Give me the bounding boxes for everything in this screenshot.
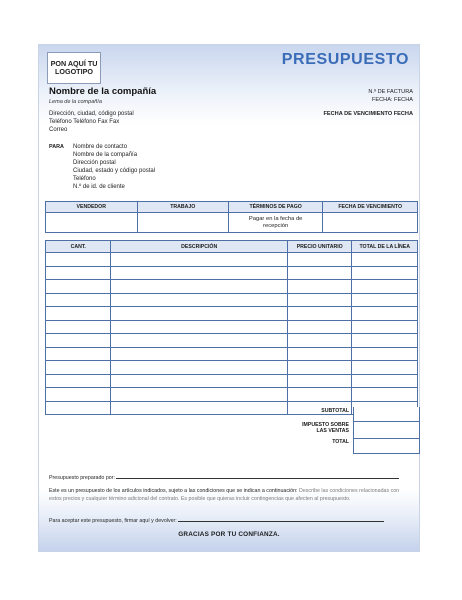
cell-unit-price[interactable]	[287, 266, 352, 280]
accept-line	[49, 517, 411, 524]
accept-signature-field[interactable]	[178, 517, 384, 522]
table-row	[46, 293, 418, 307]
cell-unit-price[interactable]	[287, 334, 352, 348]
to-label: PARA	[49, 144, 64, 150]
cell-description[interactable]	[111, 388, 287, 402]
cell-qty[interactable]	[46, 334, 111, 348]
quote-page	[38, 44, 420, 552]
table-row	[46, 253, 418, 267]
total-label: TOTAL	[332, 439, 349, 445]
tax-label-text: IMPUESTO SOBRE LAS VENTAS	[302, 422, 349, 434]
cell-unit-price[interactable]	[287, 320, 352, 334]
cell-qty[interactable]	[46, 293, 111, 307]
contact-name: Nombre de contacto	[73, 144, 128, 150]
contact-customer-id: N.º de id. de cliente	[73, 184, 125, 190]
contact-city: Ciudad, estado y código postal	[73, 168, 156, 174]
cell-unit-price[interactable]	[287, 347, 352, 361]
cell-vendor[interactable]	[46, 213, 138, 233]
contact-company: Nombre de la compañía	[73, 152, 138, 158]
company-name: Nombre de la compañía	[49, 86, 157, 97]
logo-text-line2: LOGOTIPO	[55, 67, 93, 76]
cell-description[interactable]	[111, 293, 287, 307]
phone-fax-line: Teléfono Teléfono Fax Fax	[49, 119, 120, 125]
table-row	[46, 307, 418, 321]
total-field[interactable]	[353, 438, 420, 454]
address-line: Dirección, ciudad, código postal	[49, 111, 134, 117]
cell-payment-terms[interactable]	[228, 213, 322, 233]
cell-qty[interactable]	[46, 347, 111, 361]
prepared-by-line	[49, 474, 411, 481]
header-line-total: TOTAL DE LA LÍNEA	[352, 241, 418, 253]
due-date: FECHA DE VENCIMIENTO FECHA	[323, 111, 413, 117]
tax-label	[291, 422, 349, 434]
table-row	[46, 347, 418, 361]
header-description: DESCRIPCIÓN	[111, 241, 287, 253]
cell-qty[interactable]	[46, 320, 111, 334]
cell-line-total[interactable]	[352, 388, 418, 402]
logo-text-line1: PON AQUÍ TU	[50, 59, 98, 68]
header-unit-price: PRECIO UNITARIO	[287, 241, 352, 253]
cell-qty[interactable]	[46, 374, 111, 388]
cell-line-total[interactable]	[352, 307, 418, 321]
cell-description[interactable]	[111, 361, 287, 375]
conditions-note-main: Este es un presupuesto de los artículos indicados, sujeto a las condiciones que se indican a continuación:	[49, 488, 298, 494]
cell-description[interactable]	[111, 307, 287, 321]
info-table	[45, 201, 418, 233]
cell-line-total[interactable]	[352, 374, 418, 388]
header-qty: CANT.	[46, 241, 111, 253]
cell-line-total[interactable]	[352, 253, 418, 267]
table-row	[46, 280, 418, 294]
cell-unit-price[interactable]	[287, 374, 352, 388]
cell-unit-price[interactable]	[287, 361, 352, 375]
cell-line-total[interactable]	[352, 334, 418, 348]
header-job: TRABAJO	[137, 202, 228, 213]
cell-qty[interactable]	[46, 388, 111, 402]
cell-unit-price[interactable]	[287, 293, 352, 307]
cell-qty[interactable]	[46, 307, 111, 321]
cell-unit-price[interactable]	[287, 388, 352, 402]
prepared-by-signature-field[interactable]	[116, 474, 399, 479]
prepared-by-label: Presupuesto preparado por:	[49, 475, 115, 481]
header-vendor: VENDEDOR	[46, 202, 138, 213]
cell-qty[interactable]	[46, 401, 111, 415]
cell-description[interactable]	[111, 280, 287, 294]
items-table	[45, 240, 418, 415]
invoice-number: N.º DE FACTURA	[368, 89, 413, 95]
cell-qty[interactable]	[46, 253, 111, 267]
thanks-message: GRACIAS POR TU CONFIANZA.	[178, 531, 280, 538]
cell-line-total[interactable]	[352, 280, 418, 294]
cell-description[interactable]	[111, 347, 287, 361]
cell-line-total[interactable]	[352, 347, 418, 361]
cell-description[interactable]	[111, 253, 287, 267]
cell-description[interactable]	[111, 374, 287, 388]
table-row	[46, 320, 418, 334]
cell-description[interactable]	[111, 266, 287, 280]
cell-description[interactable]	[111, 334, 287, 348]
cell-qty[interactable]	[46, 266, 111, 280]
subtotal-label: SUBTOTAL	[321, 408, 349, 414]
document-title: PRESUPUESTO	[281, 51, 409, 68]
cell-line-total[interactable]	[352, 361, 418, 375]
cell-description[interactable]	[111, 401, 287, 415]
contact-phone: Teléfono	[73, 176, 96, 182]
cell-unit-price[interactable]	[287, 307, 352, 321]
conditions-note	[49, 488, 411, 503]
cell-line-total[interactable]	[352, 320, 418, 334]
table-row	[46, 266, 418, 280]
logo-placeholder[interactable]	[47, 52, 101, 84]
table-row	[46, 361, 418, 375]
cell-qty[interactable]	[46, 361, 111, 375]
cell-due-date[interactable]	[323, 213, 418, 233]
payment-terms-text: Pagar en la fecha de recepción	[248, 215, 303, 229]
table-row	[46, 374, 418, 388]
invoice-date: FECHA: FECHA	[371, 97, 413, 103]
cell-description[interactable]	[111, 320, 287, 334]
subtotal-field[interactable]	[353, 407, 420, 422]
company-slogan: Lema de la compañía	[49, 99, 102, 105]
cell-unit-price[interactable]	[287, 280, 352, 294]
header-due-date: FECHA DE VENCIMIENTO	[323, 202, 418, 213]
table-row	[46, 334, 418, 348]
cell-unit-price[interactable]	[287, 253, 352, 267]
table-row	[46, 388, 418, 402]
cell-job[interactable]	[137, 213, 228, 233]
conditions-note-hint: Describe las condiciones relacionadas con estos precios y cualquier término adicional del contrato. Es posible que quieras incluir contingencias que afecten al presupuesto.	[49, 488, 400, 502]
email-line: Correo	[49, 127, 68, 133]
cell-line-total[interactable]	[352, 266, 418, 280]
cell-line-total[interactable]	[352, 293, 418, 307]
accept-label: Para aceptar este presupuesto, firmar aquí y devolver:	[49, 518, 177, 524]
to-block	[73, 143, 155, 191]
cell-qty[interactable]	[46, 280, 111, 294]
header-payment-terms: TÉRMINOS DE PAGO	[228, 202, 322, 213]
contact-address: Dirección postal	[73, 160, 116, 166]
